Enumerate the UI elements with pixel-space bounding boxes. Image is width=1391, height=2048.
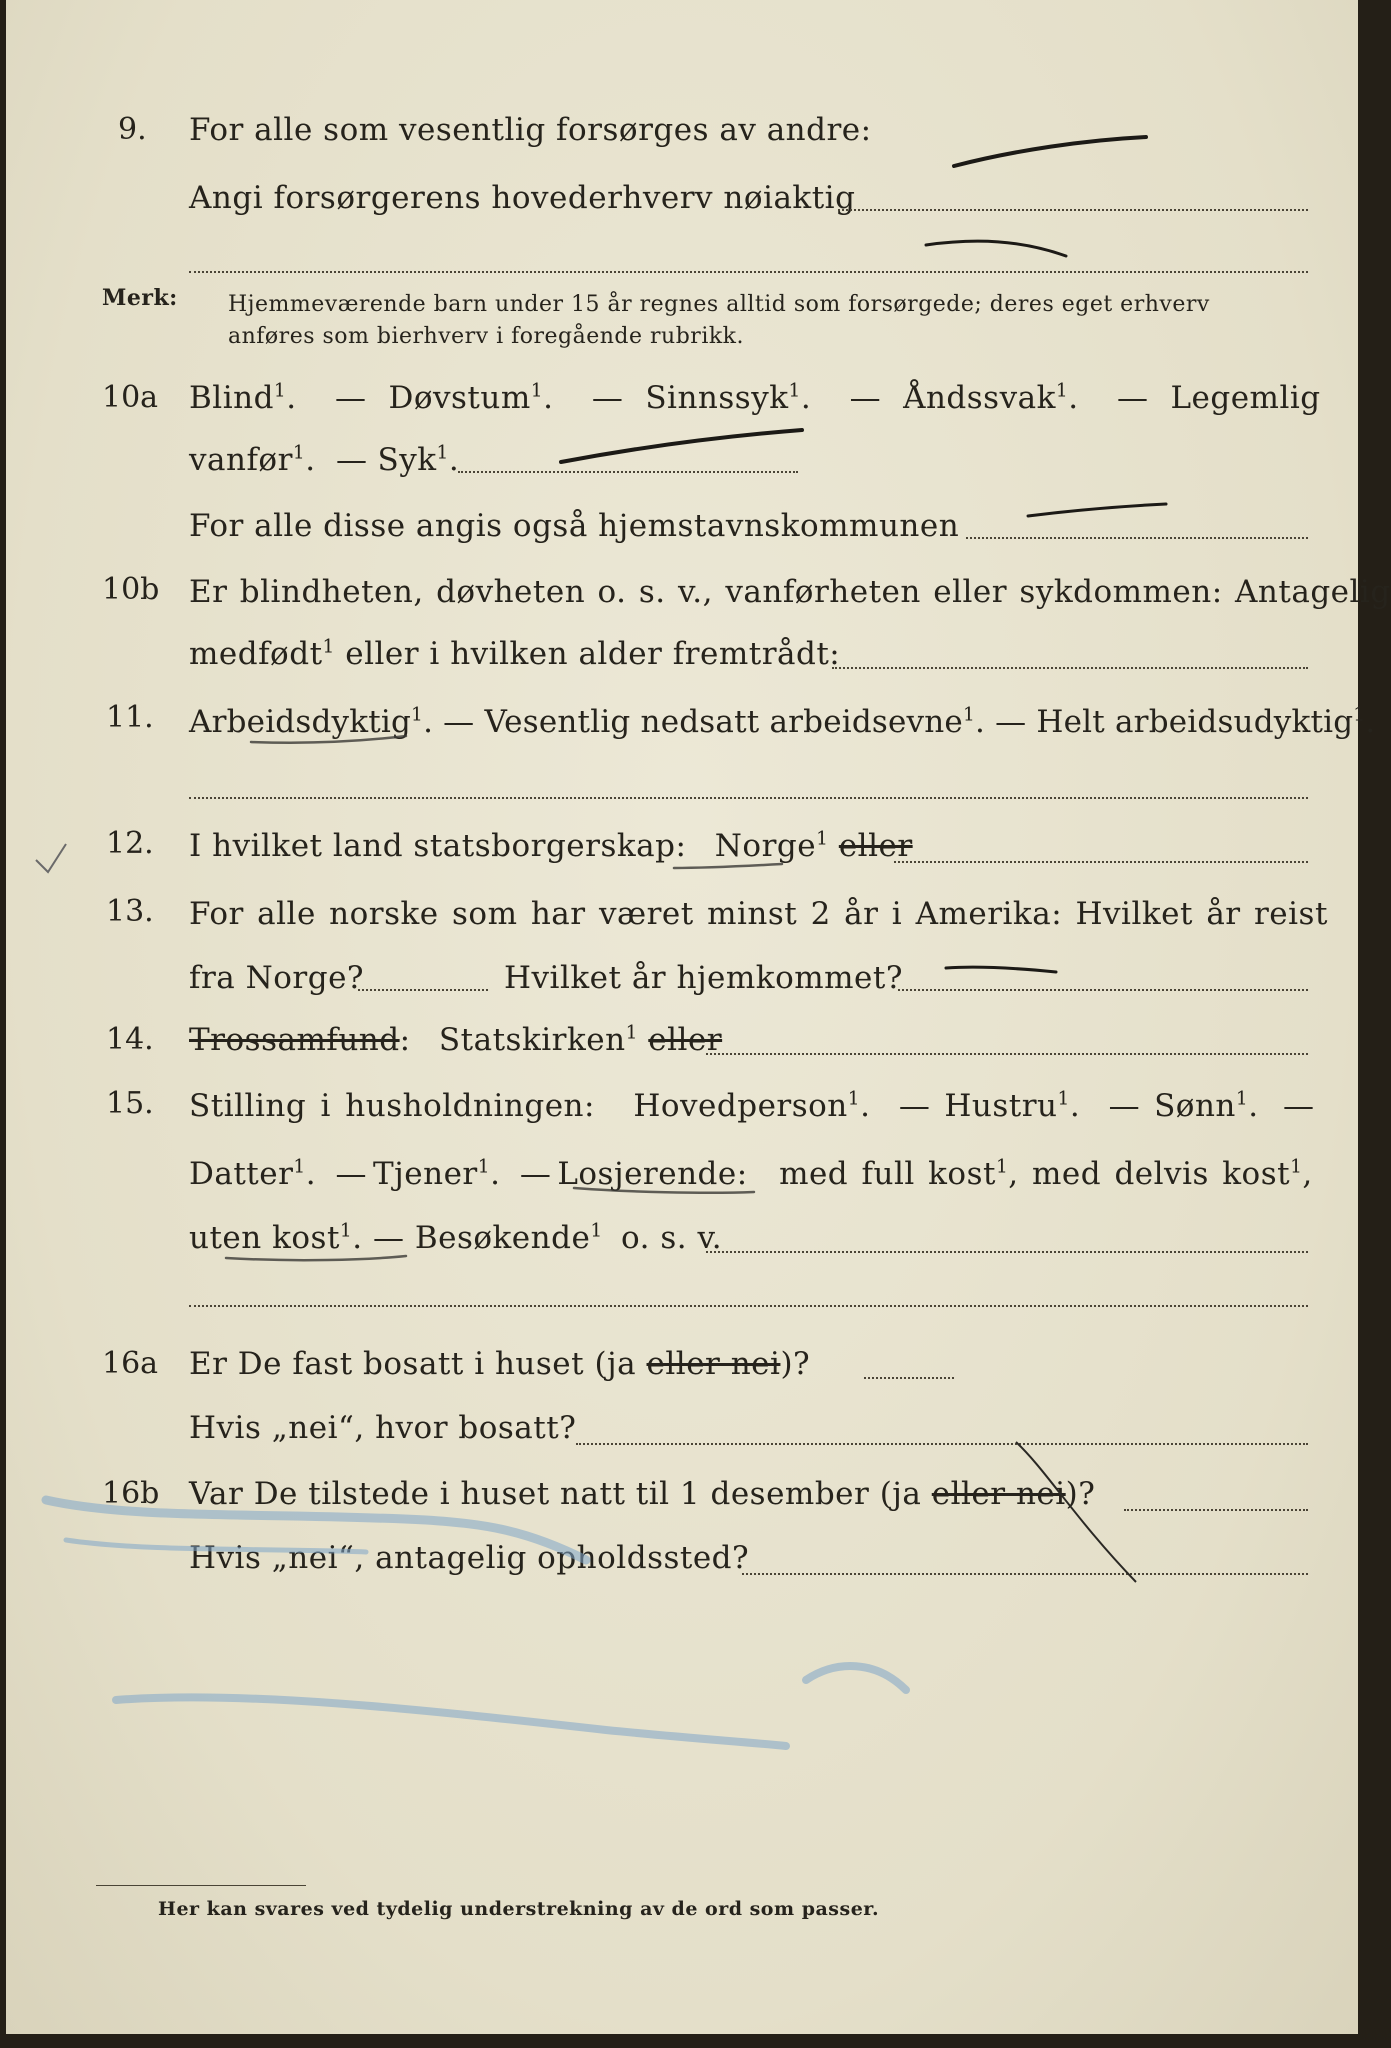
q10b-line1: Er blindheten, døvheten o. s. v., vanførheten eller sykdommen: Antagelig <box>189 574 1391 610</box>
q10a-line3: For alle disse angis også hjemstavnskommunen <box>189 508 960 544</box>
q15-datter[interactable]: Datter <box>189 1156 294 1192</box>
q10a-hjemstavn-dash <box>1028 504 1166 516</box>
footnote-rule <box>96 1885 306 1886</box>
q14-line1: Trossamfund: Statskirken$^1$ eller <box>189 1022 723 1058</box>
q13-reist-line[interactable] <box>358 989 488 991</box>
q15-full-kost[interactable]: med full kost <box>779 1156 996 1192</box>
q15-losjerende[interactable]: Losjerende: <box>557 1156 748 1192</box>
faded-stamp <box>46 1500 906 1746</box>
q12-underline <box>674 864 782 868</box>
q16a-line2: Hvis „nei“, hvor bosatt? <box>189 1410 577 1446</box>
q15-answer-line-2[interactable] <box>189 1305 1308 1307</box>
q14-statskirken[interactable]: Statskirken <box>438 1022 626 1058</box>
q15-line1: Stilling i husholdningen: Hovedperson$^1$. — Hustru$^1$. — Sønn$^1$. — <box>189 1088 1315 1124</box>
q15-tjener[interactable]: Tjener <box>372 1156 478 1192</box>
q9-answer-line-2[interactable] <box>189 271 1308 273</box>
q16b-pen-stroke <box>1016 1442 1136 1582</box>
q15-uten-kost-underline <box>226 1256 406 1260</box>
q15-line2: Datter$^1$. — Tjener$^1$. — Losjerende: med full kost$^1$, med delvis kost$^1$, <box>189 1156 1313 1192</box>
q10a-pen-dash <box>561 430 802 462</box>
q16a-line1: Er De fast bosatt i huset (ja eller nei)? <box>189 1346 811 1382</box>
q10a-hjemstavn-line[interactable] <box>966 537 1308 539</box>
merk-label: Merk: <box>102 285 178 311</box>
q10a-answer-line[interactable] <box>458 471 798 473</box>
q10a-syk[interactable]: Syk <box>377 442 437 478</box>
q16a-answer-line[interactable] <box>864 1377 954 1379</box>
q11-answer-line[interactable] <box>189 797 1308 799</box>
q11-line1: Arbeidsdyktig$^1$. — Vesentlig nedsatt arbeidsevne$^1$. — Helt arbeidsudyktig$^1$. <box>189 704 1376 740</box>
q9-line1: For alle som vesentlig forsørges av andre: <box>189 112 872 148</box>
q10b-number: 10b <box>102 572 160 607</box>
q13-line1: For alle norske som har været minst 2 år i Amerika: Hvilket år reist <box>189 896 1328 932</box>
q16b-eller-nei[interactable]: eller nei <box>931 1476 1066 1512</box>
footnote: Her kan svares ved tydelig understrekning av de ord som passer. <box>158 1898 880 1920</box>
q10a-number: 10a <box>102 380 159 415</box>
q14-eller: eller <box>648 1022 723 1058</box>
q16a-eller-nei[interactable]: eller nei <box>646 1346 781 1382</box>
q15-hustru[interactable]: Hustru <box>944 1088 1058 1124</box>
q15-line3: uten kost$^1$. — Besøkende$^1$ o. s. v. <box>189 1220 723 1256</box>
q9-answer-line[interactable] <box>838 209 1308 211</box>
q16b-answer-line[interactable] <box>1124 1509 1308 1511</box>
q15-delvis-kost[interactable]: med delvis kost <box>1032 1156 1291 1192</box>
q15-hovedperson[interactable]: Hovedperson <box>633 1088 848 1124</box>
q16b-number: 16b <box>102 1476 160 1511</box>
q9-number: 9. <box>118 112 147 147</box>
q15-uten-kost[interactable]: uten kost <box>189 1220 340 1256</box>
margin-tick-mark <box>36 844 66 872</box>
q10a-line1: Blind$^1$. — Døvstum$^1$. — Sinnssyk$^1$. — Åndssvak$^1$. — Legemlig <box>189 380 1321 416</box>
q12-line1: I hvilket land statsborgerskap: Norge$^1$ eller <box>189 828 913 864</box>
q12-norge[interactable]: Norge <box>714 828 817 864</box>
q10a-blind[interactable]: Blind <box>189 380 274 416</box>
q10a-andssvak[interactable]: Åndssvak <box>903 380 1056 416</box>
q12-answer-line[interactable] <box>894 861 1308 863</box>
q13-hjemkommet-line[interactable] <box>898 989 1308 991</box>
q16b-line1: Var De tilstede i huset natt til 1 desember (ja eller nei)? <box>189 1476 1096 1512</box>
q14-number: 14. <box>106 1022 154 1057</box>
merk-line2: anføres som bierhverv i foregående rubrikk. <box>228 324 745 349</box>
q11-nedsatt[interactable]: Vesentlig nedsatt arbeidsevne <box>484 704 963 740</box>
q13-pen-dash <box>946 967 1056 972</box>
census-form-page <box>6 0 1391 2034</box>
q16a-number: 16a <box>102 1346 159 1381</box>
q10b-line2: medfødt$^1$ eller i hvilken alder fremtrådt: <box>189 636 841 672</box>
q10a-sinnssyk[interactable]: Sinnssyk <box>645 380 789 416</box>
q10a-vanfor[interactable]: vanfør <box>189 442 293 478</box>
q12-number: 12. <box>106 826 154 861</box>
q14-trossamfund: Trossamfund <box>189 1022 400 1058</box>
q9-pen-dash-2 <box>926 241 1066 256</box>
q13-number: 13. <box>106 894 154 929</box>
q9-pen-dash <box>954 137 1146 166</box>
q9-line2: Angi forsørgerens hovederhverv nøiaktig <box>189 180 856 216</box>
q16b-line2: Hvis „nei“, antagelig opholdssted? <box>189 1540 750 1576</box>
q15-sonn[interactable]: Sønn <box>1154 1088 1236 1124</box>
merk-line1: Hjemmeværende barn under 15 år regnes alltid som forsørgede; deres eget erhverv <box>228 292 1210 317</box>
q12-eller: eller <box>838 828 913 864</box>
q11-arbeidsdyktig[interactable]: Arbeidsdyktig <box>189 704 412 740</box>
q11-number: 11. <box>106 700 154 735</box>
q15-answer-line[interactable] <box>706 1251 1308 1253</box>
q10b-answer-line[interactable] <box>832 667 1308 669</box>
q16b-opholdssted-line[interactable] <box>742 1573 1308 1575</box>
q10a-line2: vanfør$^1$. — Syk$^1$. <box>189 442 460 478</box>
q10a-legemlig[interactable]: Legemlig <box>1170 380 1321 416</box>
q13-line2b: Hvilket år hjemkommet? <box>504 960 903 996</box>
q13-line2a: fra Norge? <box>189 960 365 996</box>
q15-number: 15. <box>106 1086 154 1121</box>
q14-answer-line[interactable] <box>706 1053 1308 1055</box>
q10a-dovstum[interactable]: Døvstum <box>388 380 531 416</box>
q10b-medfodt[interactable]: medfødt <box>189 636 323 672</box>
q11-udyktig[interactable]: Helt arbeidsudyktig <box>1036 704 1354 740</box>
q16a-bosatt-line[interactable] <box>576 1443 1308 1445</box>
q15-besokende[interactable]: Besøkende <box>414 1220 591 1256</box>
